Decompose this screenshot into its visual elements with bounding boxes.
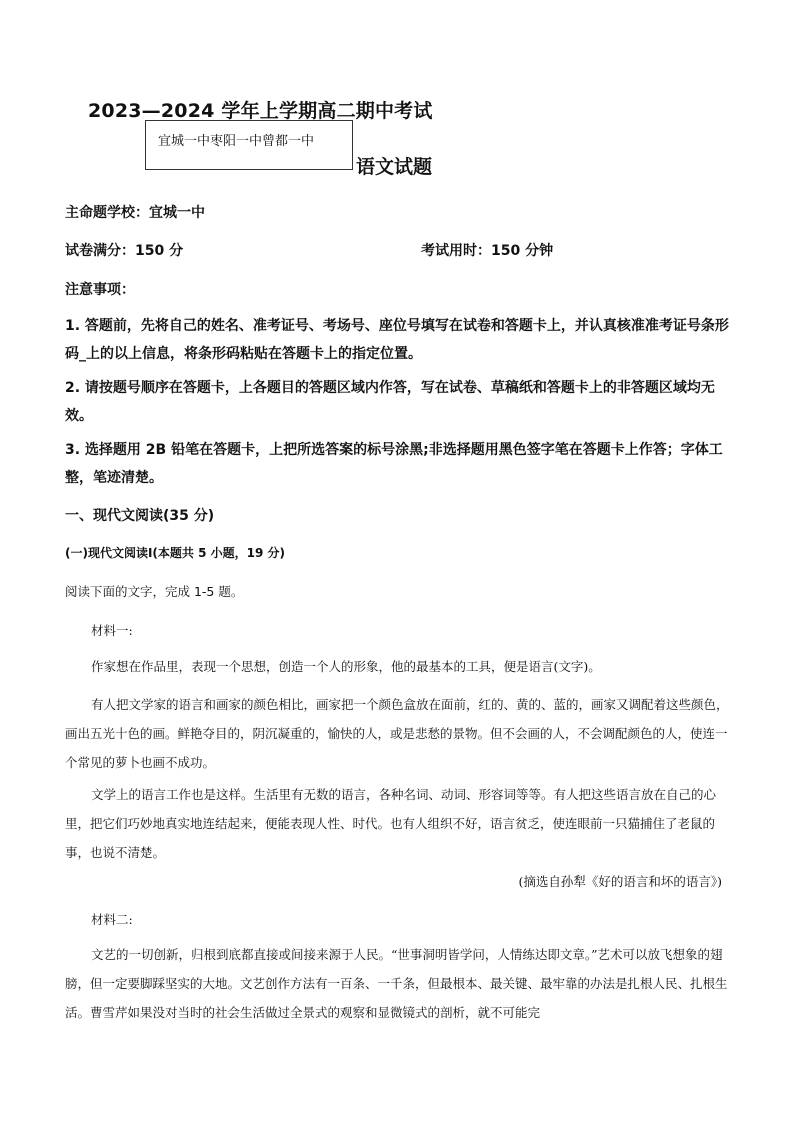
school-names: 宜城一中枣阳一中曾都一中 — [158, 134, 315, 149]
material-1-paragraph: 文学上的语言工作也是这样。生活里有无数的语言，各种名词、动词、形容词等等。有人把这些语言放在自己的心里，把它们巧妙地真实地连结起来，便能表现人性、时代。也有人组织不好，语言贫乏，使连眼前一只猫捕住了老鼠的事，也说不清楚。 — [65, 787, 717, 860]
material-1-paragraph: 作家想在作品里，表现一个思想，创造一个人的形象，他的最基本的工具，便是语言(文字)。 — [91, 659, 601, 674]
exam-subtitle: 语文试题 — [356, 156, 433, 178]
section-title: 一、现代文阅读(35 分) — [65, 508, 215, 524]
material-1-label: 材料一: — [91, 623, 133, 638]
material-1-source: (摘选自孙犁《好的语言和坏的语言》) — [518, 874, 722, 889]
reading-instruction: 阅读下面的文字，完成 1-5 题。 — [65, 584, 244, 599]
notice-item-3: 3. 选择题用 2B 铅笔在答题卡，上把所选答案的标号涂黑;非选择题用黑色签字笔在答题卡上作答；字体工整，笔迹清楚。 — [65, 442, 723, 486]
full-score: 试卷满分：150 分 — [65, 243, 184, 259]
notice-heading: 注意事项： — [65, 282, 135, 298]
host-school: 主命题学校：宜城一中 — [65, 205, 205, 221]
material-2-paragraph: 文艺的一切创新，归根到底都直接或间接来源于人民。“世事洞明皆学问，人情练达即文章。”艺术可以放飞想象的翅膀，但一定要脚踩坚实的大地。文艺创作方法有一百条、一千条，但最根本、最关键、最牢靠的办法是扎根人民、扎根生活。曹雪芹如果没对当时的社会生活做过全景式的观察和显微镜式的剖析，就不可能完 — [65, 947, 728, 1020]
material-2-label: 材料二: — [91, 912, 133, 927]
exam-title: 2023—2024 学年上学期高二期中考试 — [88, 100, 433, 122]
subsection-title: (一)现代文阅读Ⅰ(本题共 5 小题，19 分) — [65, 546, 285, 560]
duration: 考试用时：150 分钟 — [421, 243, 554, 259]
notice-item-1: 1. 答题前，先将自己的姓名、准考证号、考场号、座位号填写在试卷和答题卡上，并认真核准准考证号条形码_上的以上信息，将条形码粘贴在答题卡上的指定位置。 — [65, 318, 729, 362]
notice-item-2: 2. 请按题号顺序在答题卡，上各题目的答题区域内作答，写在试卷、草稿纸和答题卡上的非答题区域均无效。 — [65, 380, 715, 424]
material-1-paragraph: 有人把文学家的语言和画家的颜色相比，画家把一个颜色盒放在面前，红的、黄的、蓝的，画家又调配着这些颜色，画出五光十色的画。鲜艳夺目的，阴沉凝重的，愉快的人，或是悲愁的景物。但不会画的人，不会调配颜色的人，使连一个常见的萝卜也画不成功。 — [65, 697, 729, 770]
